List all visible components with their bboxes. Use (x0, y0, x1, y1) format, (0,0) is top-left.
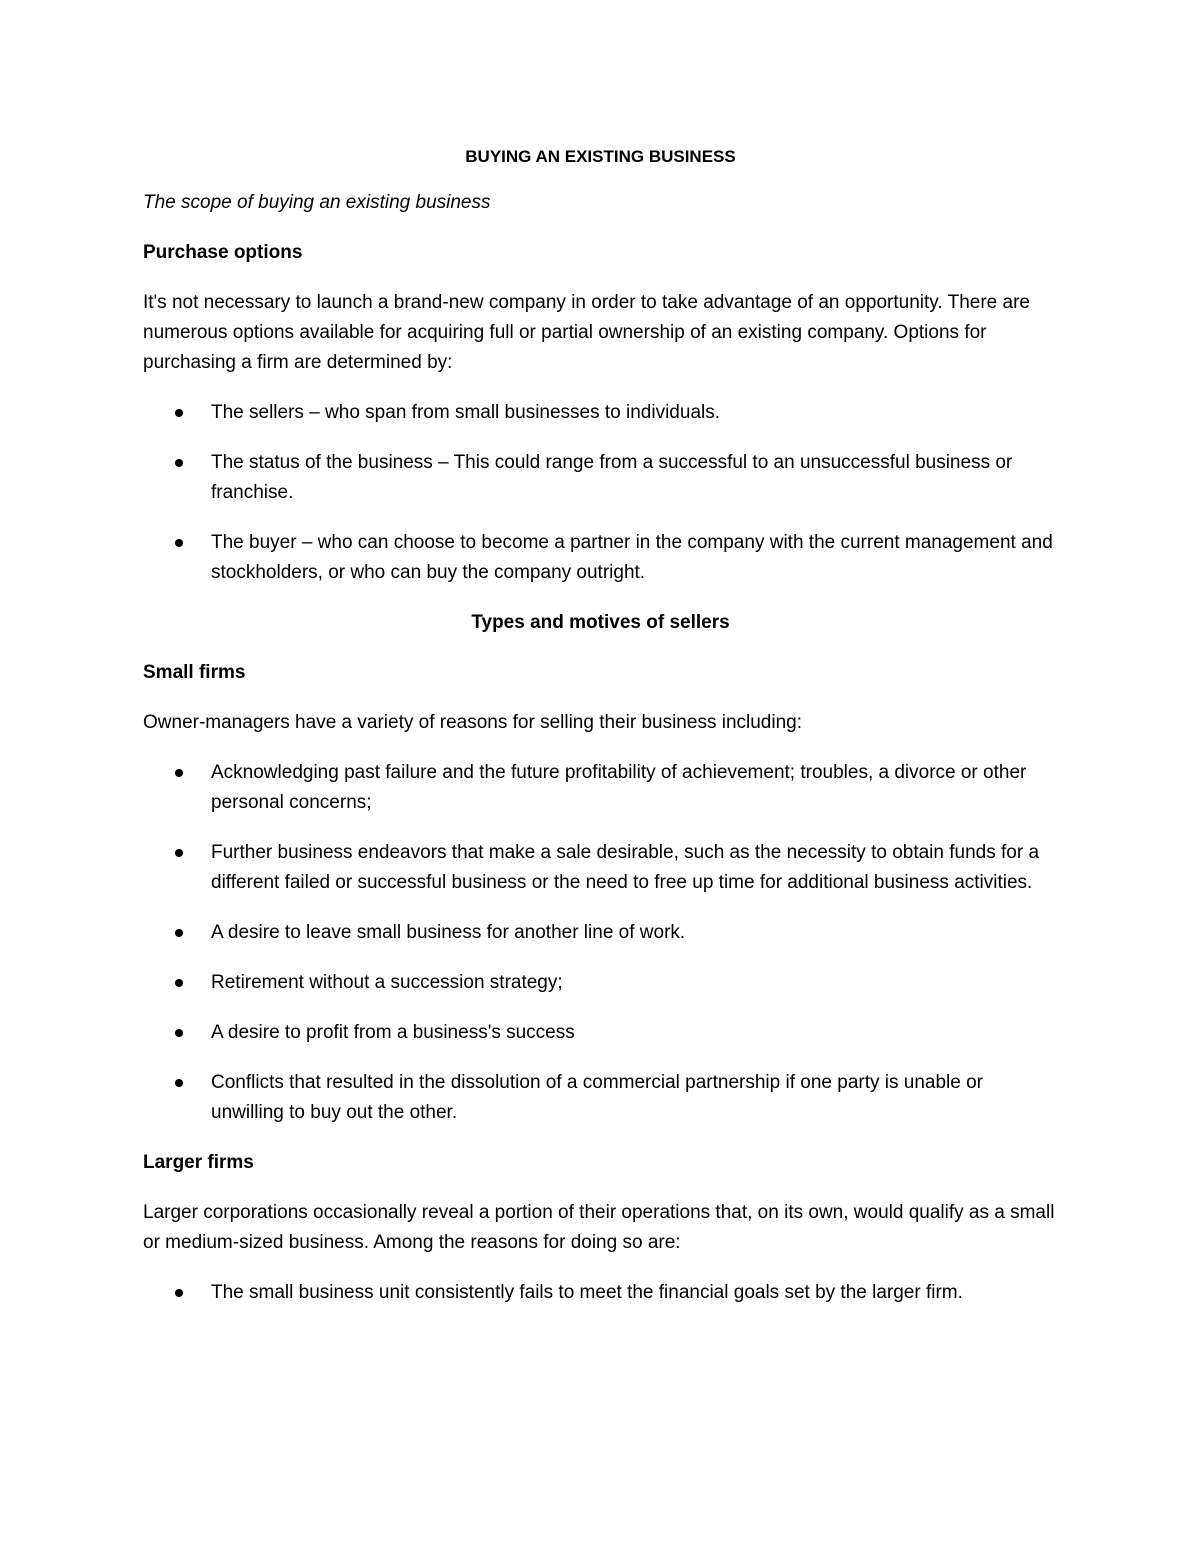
list-item (143, 758, 1058, 818)
list-item-text: The buyer – who can choose to become a partner in the company with the current management and stockholders, or who can buy the company outright. (211, 532, 1053, 583)
list-item (143, 1018, 1058, 1048)
purchase-options-paragraph: It's not necessary to launch a brand-new company in order to take advantage of an opportunity. There are numerous options available for acquiring full or partial ownership of an existing company. Options for purchasing a firm are determined by: (143, 292, 1030, 373)
list-item (143, 838, 1058, 898)
list-item-text: Conflicts that resulted in the dissolution of a commercial partnership if one party is unable or unwilling to buy out the other. (211, 1072, 984, 1123)
document-title: BUYING AN EXISTING BUSINESS (465, 147, 736, 166)
subsection-heading-larger-firms: Larger firms (143, 1152, 254, 1173)
bullet-icon (175, 929, 183, 937)
list-item (143, 1068, 1058, 1128)
bullet-icon (175, 769, 183, 777)
small-firms-paragraph: Owner-managers have a variety of reasons for selling their business including: (143, 712, 802, 733)
document-body (143, 146, 1058, 1328)
small-firms-list (143, 758, 1058, 1128)
list-item (143, 968, 1058, 998)
list-item-text: A desire to leave small business for another line of work. (211, 922, 686, 943)
bullet-icon (175, 459, 183, 467)
list-item-text: Further business endeavors that make a sale desirable, such as the necessity to obtain funds for a different failed or successful business or the need to free up time for additional business activities. (211, 842, 1040, 893)
list-item-text: Acknowledging past failure and the future profitability of achievement; troubles, a divorce or other personal concerns; (211, 762, 1027, 813)
section-heading-types-motives: Types and motives of sellers (471, 612, 730, 633)
list-item (143, 918, 1058, 948)
list-item-text: The status of the business – This could range from a successful to an unsuccessful business or franchise. (211, 452, 1013, 503)
bullet-icon (175, 1029, 183, 1037)
bullet-icon (175, 849, 183, 857)
bullet-icon (175, 1079, 183, 1087)
list-item (143, 528, 1058, 588)
document-subtitle: The scope of buying an existing business (143, 192, 491, 213)
list-item-text: The small business unit consistently fails to meet the financial goals set by the larger firm. (211, 1282, 963, 1303)
list-item-text: A desire to profit from a business's success (211, 1022, 575, 1043)
list-item-text: Retirement without a succession strategy; (211, 972, 563, 993)
purchase-options-list (143, 398, 1058, 588)
list-item (143, 1278, 1058, 1308)
larger-firms-paragraph: Larger corporations occasionally reveal a portion of their operations that, on its own, would qualify as a small or medium-sized business. Among the reasons for doing so are: (143, 1202, 1055, 1253)
larger-firms-list (143, 1278, 1058, 1308)
list-item (143, 398, 1058, 428)
bullet-icon (175, 1289, 183, 1297)
bullet-icon (175, 409, 183, 417)
bullet-icon (175, 539, 183, 547)
list-item (143, 448, 1058, 508)
section-heading-purchase-options: Purchase options (143, 242, 303, 263)
bullet-icon (175, 979, 183, 987)
list-item-text: The sellers – who span from small businesses to individuals. (211, 402, 721, 423)
subsection-heading-small-firms: Small firms (143, 662, 246, 683)
